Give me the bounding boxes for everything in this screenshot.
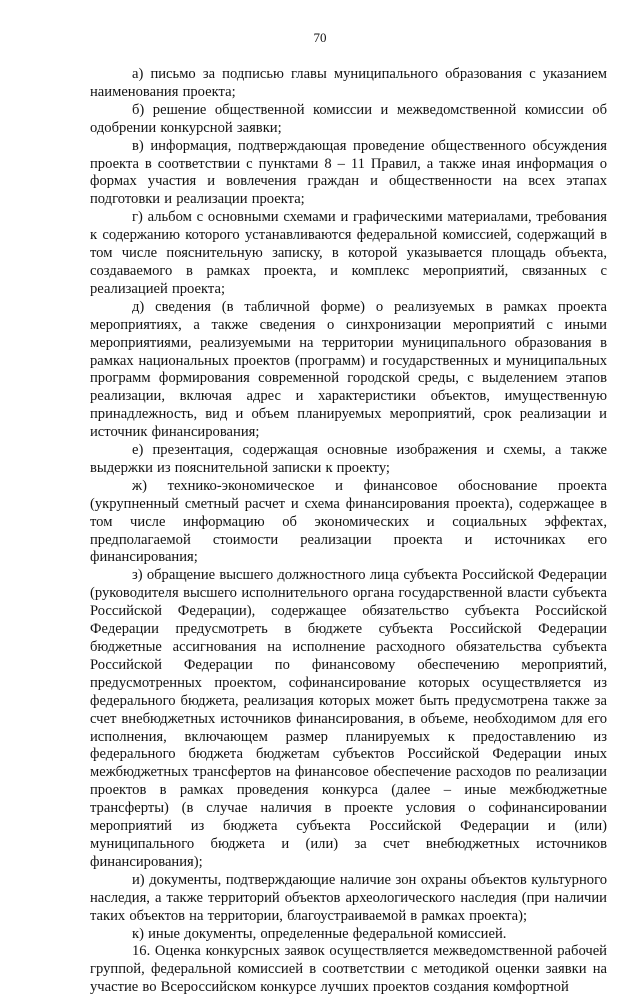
- paragraph-d: д) сведения (в табличной форме) о реализуемых в рамках проекта мероприятиях, а также сведения о синхронизации мероприятий с иными мероприятиями, реализуемыми на территории муниципального образования в рамках национальных проектов (программ) и государственных и муниципальных программ формирования современной городской среды, с выделением этапов реализации, включая адрес и характеристики объектов, имущественную принадлежность, вид и объем планируемых мероприятий, срок реализации и источник финансирования;: [90, 298, 607, 441]
- paragraph-k: к) иные документы, определенные федеральной комиссией.: [132, 925, 507, 942]
- paragraph-b: б) решение общественной комиссии и межведомственной комиссии об одобрении конкурсной заявки;: [90, 101, 607, 136]
- paragraph-zh: ж) технико-экономическое и финансовое обоснование проекта (укрупненный сметный расчет и схема финансирования проекта), содержащее в том числе информацию об экономических и социальных эффектах, предполагаемой стоимости реализации проекта и источниках его финансирования;: [90, 477, 607, 566]
- paragraph-z: з) обращение высшего должностного лица субъекта Российской Федерации (руководителя высшего исполнительного органа государственной власти субъекта Российской Федерации), содержащее обязательство субъекта Российской Федерации предусмотреть в бюджете субъекта Российской Федерации бюджетные ассигнования на исполнение расходного обязательства субъекта Российской Федерации по финансовому обеспечению мероприятий, предусмотренных проектом, софинансирование которых осуществляется из федерального бюджета, реализация которых может быть предусмотрена также за счет внебюджетных источников финансирования, в объеме, необходимом для его исполнения, включающем размер планируемых к предоставлению из федерального бюджета бюджетам субъектов Российской Федерации иных межбюджетных трансфертов на финансовое обеспечение расходов по реализации проектов в рамках проведения конкурса (далее – иные межбюджетные трансферты) (в случае наличия в проекте условия о софинансировании мероприятий из бюджета субъекта Российской Федерации и (или) муниципального бюджета и (или) за счет внебюджетных источников финансирования);: [90, 567, 607, 870]
- paragraph-e: е) презентация, содержащая основные изображения и схемы, а также выдержки из пояснительной записки к проекту;: [90, 442, 607, 476]
- paragraph-v: в) информация, подтверждающая проведение общественного обсуждения проекта в соответствии с пунктами 8 – 11 Правил, а также иная информация о формах участия и вовлечения граждан и общественности на всех этапах подготовки и реализации проекта;: [90, 137, 607, 208]
- page-number: 70: [313, 30, 327, 45]
- paragraph-i: и) документы, подтверждающие наличие зон охраны объектов культурного наследия, а также территорий объектов археологического наследия (при наличии таких объектов на территории, благоустраиваемой в рамках проекта);: [90, 871, 607, 924]
- paragraph-16: 16. Оценка конкурсных заявок осуществляется межведомственной рабочей группой, федеральной комиссией в соответствии с методикой оценки заявки на участие во Всероссийском конкурсе лучших проектов создания комфортной: [90, 943, 607, 996]
- document-body: [90, 66, 607, 997]
- paragraph-g: г) альбом с основными схемами и графическими материалами, требования к содержанию которого устанавливаются федеральной комиссией, содержащий в том числе пояснительную записку, в которой указывается площадь объекта, создаваемого в рамках проекта, и комплекс мероприятий, связанных с реализацией проекта;: [90, 209, 607, 297]
- paragraph-a: а) письмо за подписью главы муниципального образования с указанием наименования проекта;: [90, 66, 607, 100]
